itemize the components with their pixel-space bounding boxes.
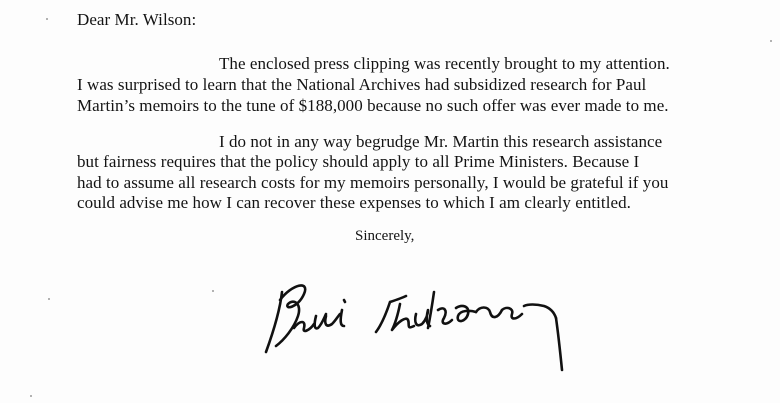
- paper-speck: [212, 290, 214, 292]
- paper-speck: [48, 298, 50, 300]
- paragraph-2-line-2: but fairness requires that the policy should apply to all Prime Ministers. Because I: [77, 152, 640, 171]
- paragraph-2-line-4: could advise me how I can recover these expenses to which I am clearly entitled.: [77, 193, 631, 212]
- salutation: Dear Mr. Wilson:: [77, 10, 197, 29]
- paragraph-1-line-2: I was surprised to learn that the National Archives had subsidized research for Paul: [77, 75, 647, 94]
- paragraph-2-line-1: I do not in any way begrudge Mr. Martin this research assistance: [219, 132, 663, 151]
- paper-speck: [46, 18, 48, 20]
- closing: Sincerely,: [355, 228, 415, 244]
- paper-speck: [770, 40, 772, 42]
- paragraph-2-line-3: had to assume all research costs for my memoirs personally, I would be grateful if you: [77, 173, 669, 192]
- paragraph-1-line-1: The enclosed press clipping was recently brought to my attention.: [219, 54, 670, 73]
- paragraph-1-line-3: Martin’s memoirs to the tune of $188,000 because no such offer was ever made to me.: [77, 96, 669, 115]
- handwritten-signature: [258, 270, 578, 380]
- paper-speck: [30, 395, 32, 397]
